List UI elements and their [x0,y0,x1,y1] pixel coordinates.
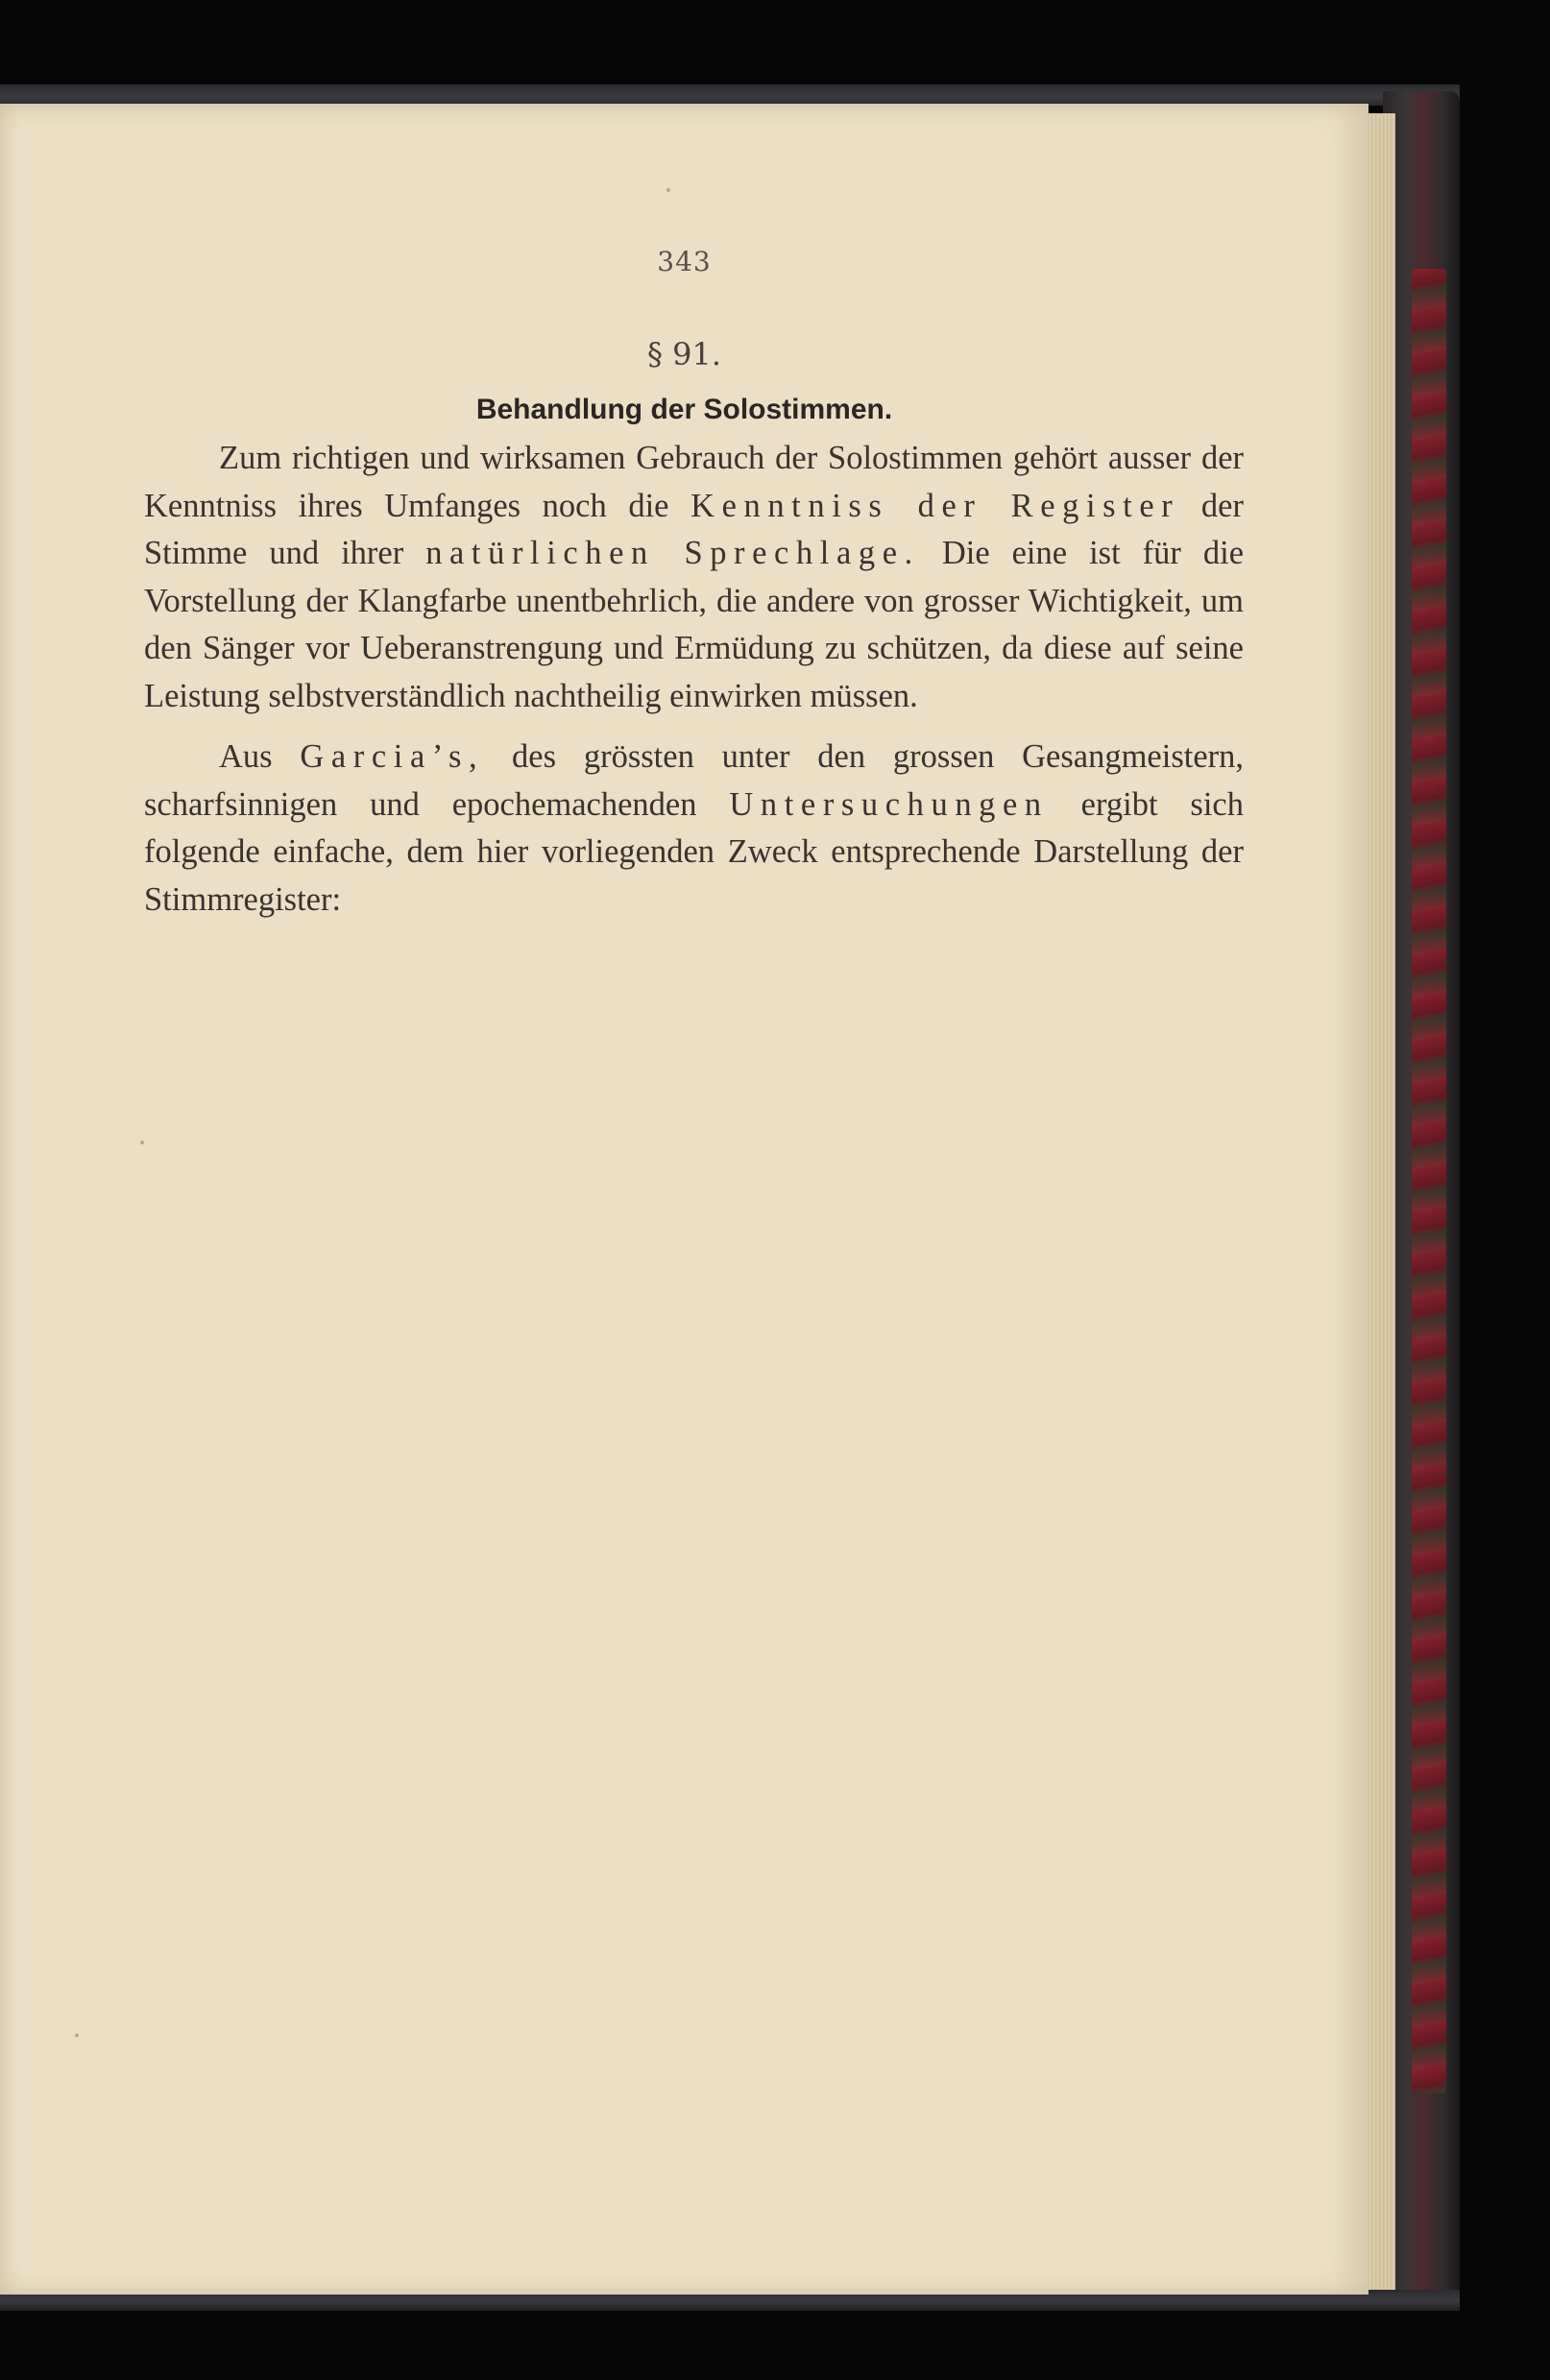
paragraph-1 [144,435,1244,720]
p1-text-g: Die eine ist für die Vorstellung der Klangfarbe unentbehrlich, die andere von grosser Wichtigkeit, um den Sänger vor Ueberanstrengung und Ermüdung zu schützen, da diese auf seine Leistung selbstverständlich nachtheilig einwirken müssen. [144,535,1245,714]
p2-emph-garcia: Garcia’s, [300,738,485,775]
p2-text-c: des grössten unter den grossen Gesangmeistern, scharfsinnigen und epochemachenden [144,738,1245,823]
paper-speck [140,1141,144,1144]
p1-text-c: der [888,487,1011,524]
p1-text-a: Zum richtigen und wirksamen Gebrauch der Solostimmen gehört ausser der Kenntniss ihres Umfanges noch die [144,440,1244,524]
section-title: Behandlung der Solostimmen. [475,394,893,425]
p2-emph-untersuchungen: Untersuchungen [729,785,1049,823]
paper-speck [75,2033,79,2037]
body-text [144,435,1244,937]
p2-text-e: ergibt sich folgende einfache, dem hier vorliegenden Zweck entsprechende Darstellung der Stimmregister: [144,785,1244,918]
p1-emph-register: Register [1010,487,1180,524]
book-page [0,104,1368,2295]
section-number: § 91. [646,336,722,373]
p1-text-e: der Stimme und ihrer [144,487,1244,571]
p1-emph-kenntniss: Kenntniss [690,487,889,524]
paper-speck [666,188,670,192]
p2-text-a: Aus [219,738,301,775]
marbled-cover-edge [1412,269,1446,2093]
p1-emph-sprechlage: natürlichen Sprechlage. [425,535,920,571]
paragraph-2 [144,733,1244,924]
book-cover-top-edge [0,84,1460,106]
page-number: 343 [657,246,712,277]
